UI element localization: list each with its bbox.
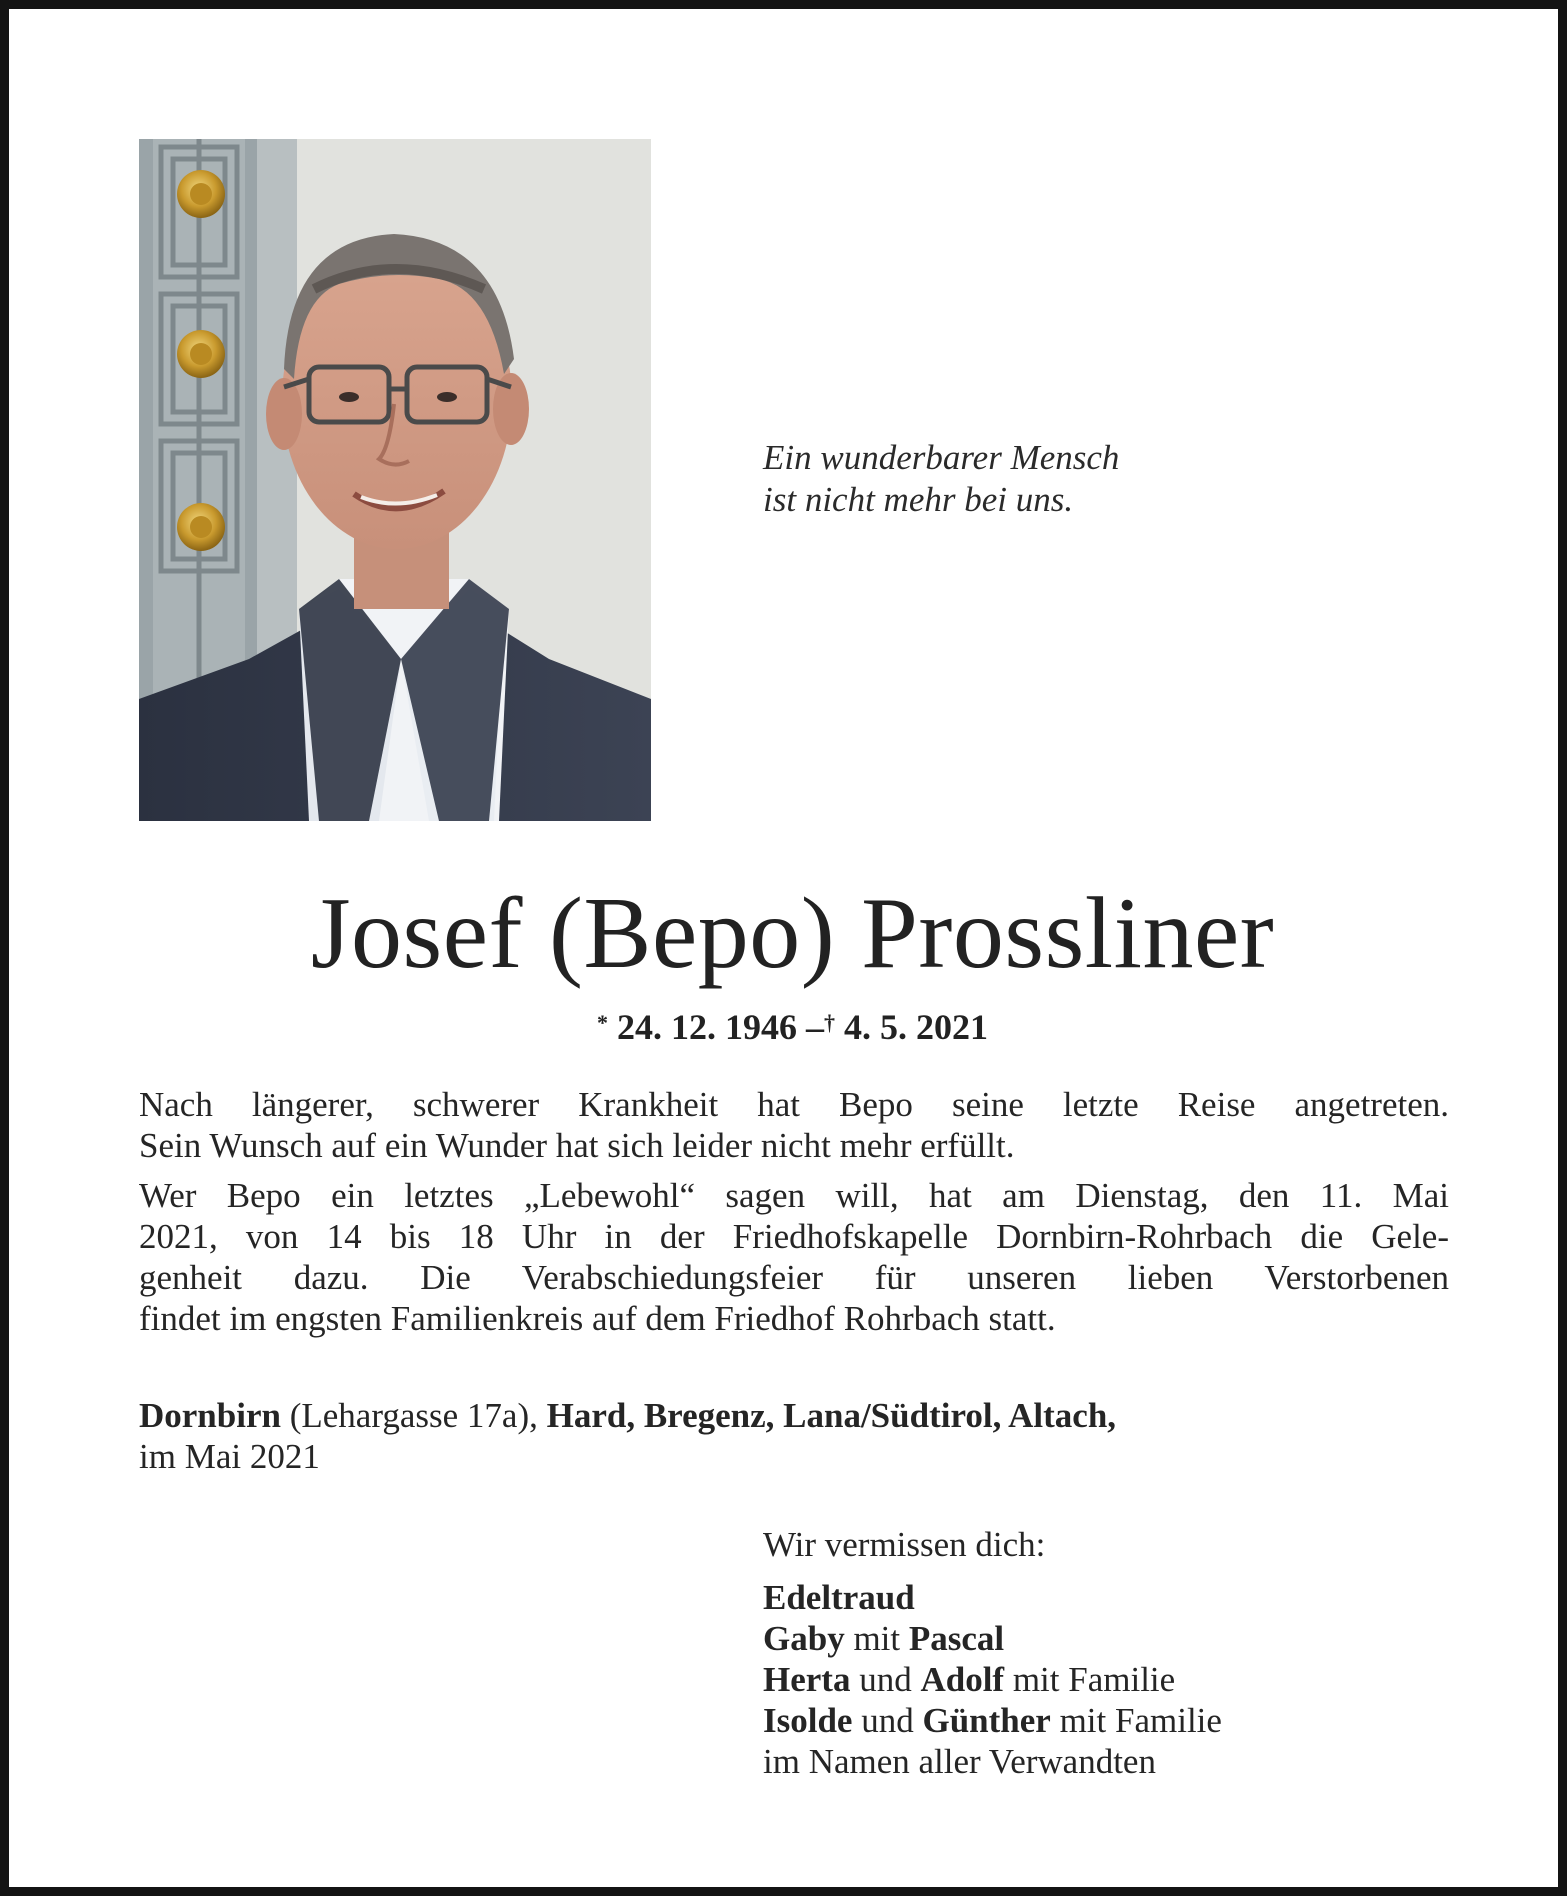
mourner-line-4 (763, 1700, 1463, 1741)
places-and-date (139, 1395, 1449, 1477)
birth-symbol: * (597, 1010, 608, 1035)
mourner-name: Gaby (763, 1619, 845, 1658)
mourner-name: Adolf (920, 1660, 1005, 1699)
announcement-text (139, 1084, 1449, 1339)
date-line: im Mai 2021 (139, 1437, 320, 1476)
mourner-join: und (852, 1701, 923, 1740)
mourners-signature (763, 1524, 1463, 1782)
motto-line-1: Ein wunderbarer Mensch (763, 438, 1120, 477)
mourner-suffix: mit Familie (1050, 1701, 1222, 1740)
birth-date: 24. 12. 1946 (617, 1007, 797, 1047)
mourner-join: und (850, 1660, 921, 1699)
motto-line-2: ist nicht mehr bei uns. (763, 480, 1074, 519)
mourner-name: Günther (922, 1701, 1051, 1740)
paragraph-2-line-1: Wer Bepo ein letztes „Lebewohl“ sagen will, hat am Dienstag, den 11. Mai (139, 1176, 1449, 1215)
paragraph-1-line-2: Sein Wunsch auf ein Wunder hat sich leider nicht mehr erfüllt. (139, 1126, 1015, 1165)
announcement-paragraph-1 (139, 1084, 1449, 1166)
motto-quote (763, 437, 1283, 521)
places-line (139, 1395, 1449, 1436)
mourner-join: mit (844, 1619, 909, 1658)
announcement-paragraph-2 (139, 1175, 1449, 1339)
paragraph-2-line-4: findet im engsten Familienkreis auf dem Friedhof Rohrbach statt. (139, 1299, 1056, 1338)
address: (Lehargasse 17a), (280, 1396, 547, 1435)
paragraph-2-line-2: 2021, von 14 bis 18 Uhr in der Friedhofskapelle Dornbirn-Rohrbach die Gele- (139, 1217, 1449, 1256)
mourner-name: Isolde (763, 1701, 853, 1740)
mourner-name: Herta (763, 1660, 851, 1699)
date-separator: – (806, 1007, 824, 1047)
mourner-name: Edeltraud (763, 1578, 915, 1617)
mourner-line-1 (763, 1577, 1463, 1618)
death-date: 4. 5. 2021 (844, 1007, 988, 1047)
mourner-line-5: im Namen aller Verwandten (763, 1742, 1156, 1781)
deceased-name: Josef (Bepo) Prossliner (310, 877, 1275, 990)
death-symbol: † (824, 1010, 835, 1035)
life-dates (9, 1005, 1567, 1049)
portrait-illustration (139, 139, 651, 821)
main-town: Dornbirn (139, 1396, 281, 1435)
mourner-name: Pascal (908, 1619, 1005, 1658)
other-towns: Hard, Bregenz, Lana/Südtirol, Altach, (546, 1396, 1117, 1435)
paragraph-2-line-3: genheit dazu. Die Verabschiedungsfeier für unseren lieben Verstorbenen (139, 1258, 1449, 1297)
paragraph-1-line-1: Nach längerer, schwerer Krankheit hat Bepo seine letzte Reise angetreten. (139, 1085, 1449, 1124)
mourner-suffix: mit Familie (1004, 1660, 1176, 1699)
signature-intro: Wir vermissen dich: (763, 1525, 1046, 1564)
mourner-line-3 (763, 1659, 1463, 1700)
portrait-photo (139, 139, 651, 821)
mourner-line-2 (763, 1618, 1463, 1659)
